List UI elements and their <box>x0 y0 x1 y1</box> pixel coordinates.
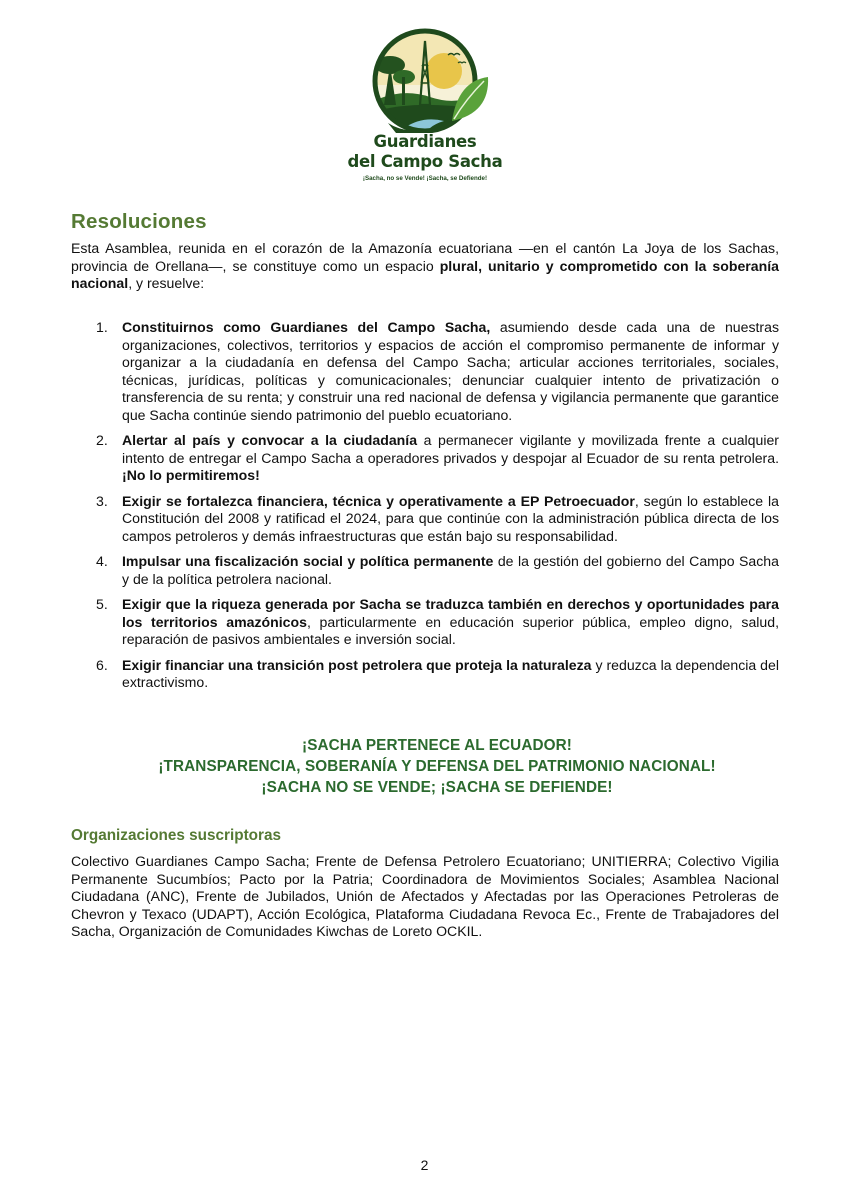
intro-end: , y resuelve: <box>128 275 205 291</box>
item-text: , particularmente en educación superior pública, empleo digno, salud, reparación de pasivos ambientales e inversión social. <box>122 613 780 647</box>
slogan-line: ¡TRANSPARENCIA, SOBERANÍA Y DEFENSA DEL PATRIMONIO NACIONAL! <box>158 758 716 775</box>
item-number: 3. <box>96 492 108 509</box>
item-text: asumiendo desde cada una de nuestras organizaciones, colectivos, territorios y espacios de acción el compromiso permanente de informar y organizar a la ciudadanía en defensa del Campo Sacha; articular acciones territoriales, sociales, técnicas, jurídicas, políticas y comunicacionales; denunciar cualquier intento de privatización o transferencia de su renta; y construir una red nacional de defensa y vigilancia permanente que garantice que Sacha continúe siendo patrimonio del pueblo ecuatoriano. <box>122 319 779 423</box>
list-item <box>71 493 779 546</box>
item-number: 1. <box>96 319 108 335</box>
item-number: 5. <box>96 596 108 612</box>
item-text: y reduzca la dependencia del extractivismo. <box>122 656 779 690</box>
orgs-paragraph: Colectivo Guardianes Campo Sacha; Frente de Defensa Petrolero Ecuatoriano; UNITIERRA; Colectivo Vigilia Permanente Sucumbíos; Pacto por la Patria; Coordinadora de Movimientos Sociales; Asamblea Nacional Ciudadana (ANC), Frente de Jubilados, Unión de Afectados y Afectadas por las Operaciones Petroleras de Chevron y Texaco (UDAPT), Acción Ecológica, Plataforma Ciudadana Revoca Ec., Frente de Trabajadores del Sacha, Organización de Comunidades Kiwchas de Loreto OCKIL. <box>71 853 779 939</box>
item-bold: Exigir se fortalezca financiera, técnica y operativamente a EP Petroecuador <box>122 492 635 509</box>
intro-paragraph <box>71 240 779 293</box>
slogan-line: ¡SACHA NO SE VENDE; ¡SACHA SE DEFIENDE! <box>261 779 613 796</box>
logo-title-line2: del Campo Sacha <box>347 152 503 171</box>
intro-text: Esta Asamblea, reunida en el corazón de la Amazonía ecuatoriana —en el cantón La Joya de los Sachas, provincia de Orellana—, se constituye como un espacio <box>71 240 779 274</box>
list-item <box>71 319 779 424</box>
logo-title-line1: Guardianes <box>373 132 477 151</box>
list-item <box>71 657 779 692</box>
item-number: 6. <box>96 656 108 673</box>
section-title: Resoluciones <box>71 210 207 233</box>
list-item <box>71 553 779 588</box>
item-bold: Exigir que la riqueza generada por Sacha se traduzca también en derechos y oportunidades para los territorios amazónicos <box>122 596 779 630</box>
item-text: de la gestión del gobierno del Campo Sacha y de la política petrolera nacional. <box>122 553 779 587</box>
page-number: 2 <box>420 1157 429 1173</box>
item-bold: Exigir financiar una transición post petrolera que proteja la naturaleza <box>122 656 592 673</box>
slogan-line: ¡SACHA PERTENECE AL ECUADOR! <box>302 737 572 754</box>
list-item <box>71 596 779 649</box>
logo-tagline: ¡Sacha, no se Vende! ¡Sacha, se Defiende! <box>362 175 488 182</box>
intro-bold: plural, unitario y comprometido con la soberanía nacional <box>71 257 779 291</box>
logo-emblem-icon <box>340 25 510 133</box>
item-bold: Constituirnos como Guardianes del Campo Sacha, <box>122 319 491 335</box>
item-text: , según lo establece la Constitución del 2008 y ratificad el 2024, para que continúe con la administración pública directa de los campos petroleros y demás infraestructuras que están bajo su responsabilidad. <box>122 492 780 544</box>
item-bold: Impulsar una fiscalización social y política permanente <box>122 553 494 569</box>
item-bold: Alertar al país y convocar a la ciudadanía <box>122 432 418 448</box>
orgs-heading: Organizaciones suscriptoras <box>71 827 281 844</box>
organization-logo <box>340 25 510 190</box>
item-text: a permanecer vigilante y movilizada frente a cualquier intento de entregar el Campo Sacha a operadores privados y despojar al Ecuador de su renta petrolera. <box>122 432 779 466</box>
item-number: 2. <box>96 432 108 448</box>
item-number: 4. <box>96 553 108 569</box>
list-item <box>71 432 779 485</box>
item-bold-exclamation: ¡No lo permitiremos! <box>122 467 260 483</box>
resolutions-list <box>71 319 779 700</box>
slogans-block <box>71 735 803 798</box>
